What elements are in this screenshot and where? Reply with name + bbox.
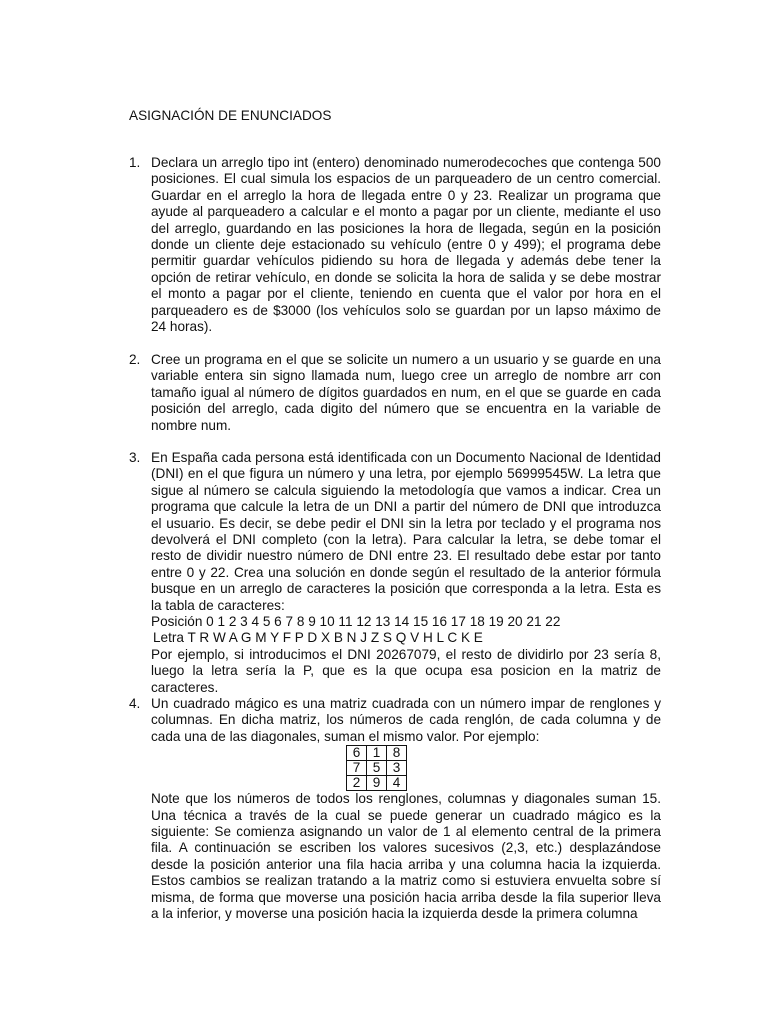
table-cell: 9 (367, 776, 387, 791)
table-cell: 8 (387, 746, 407, 761)
item-number: 2. (129, 352, 141, 367)
item-text: Declara un arreglo tipo int (entero) denominado numerodecoches que contenga 500 posiciones. El cual simula los espacios de un parqueadero de un centro comercial. Guardar en el arreglo la hora de llegada entre 0 y 23. Realizar un programa que ayude al parqueadero a calcular e el monto a pagar por un cliente, mediante el uso del arreglo, guardando en las posiciones la hora de llegada, según en la posición donde un cliente deje estacionado su vehículo (entre 0 y 499); el programa debe permitir guardar vehículos pidiendo su hora de llegada y además debe tener la opción de retirar vehículo, en donde se solicita la hora de salida y se debe mostrar el monto a pagar por el cliente, teniendo en cuenta que el valor por hora en el parqueadero es de $3000 (los vehículos solo se guardan por un lapso máximo de 24 horas). (151, 155, 661, 335)
item-number: 3. (129, 450, 141, 465)
table-row (347, 776, 407, 791)
table-row (347, 761, 407, 776)
list-item-3 (129, 450, 661, 696)
table-cell: 1 (367, 746, 387, 761)
table-cell: 6 (347, 746, 367, 761)
table-cell: 5 (367, 761, 387, 776)
posicion-line: Posición 0 1 2 3 4 5 6 7 8 9 10 11 12 13 14 15 16 17 18 19 20 21 22 (151, 614, 561, 630)
list-item-1 (129, 155, 661, 335)
list-item-2 (129, 352, 661, 434)
letra-line: Letra T R W A G M Y F P D X B N J Z S Q V H L C K E (153, 630, 483, 646)
magic-square-table (346, 745, 407, 791)
item-number: 4. (129, 696, 141, 711)
table-cell: 3 (387, 761, 407, 776)
item-text: En España cada persona está identificada con un Documento Nacional de Identidad (DNI) en el que figura un número y una letra, por ejemplo 56999545W. La letra que sigue al número se calcula siguiendo la metodología que vamos a indicar. Crea un programa que calcule la letra de un DNI a partir del número de DNI que introduzca el usuario. Es decir, se debe pedir el DNI sin la letra por teclado y el programa nos devolverá el DNI completo (con la letra). Para calcular la letra, se debe tomar el resto de dividir nuestro número de DNI entre 23. El resultado debe estar por tanto entre 0 y 22. Crea una solución en donde según el resultado de la anterior fórmula busque en un arreglo de caracteres la posición que corresponda a la letra. Esta es la tabla de caracteres: (151, 450, 661, 613)
list-item-4 (129, 696, 661, 922)
table-cell: 7 (347, 761, 367, 776)
magic-square-explanation: Note que los números de todos los renglones, columnas y diagonales suman 15. Una técnica a través de la cual se puede generar un cuadrado mágico es la siguiente: Se comienza asignando un valor de 1 al elemento central de la primera fila. A continuación se escriben los valores sucesivos (2,3, etc.) desplazándose desde la posición anterior una fila hacia arriba y una columna hacia la izquierda. Estos cambios se realizan tratando a la matriz como si estuviera envuelta sobre sí misma, de forma que moverse una posición hacia arriba desde la fila superior lleva a la inferior, y moverse una posición hacia la izquierda desde la primera columna (151, 791, 661, 922)
item-text: Un cuadrado mágico es una matriz cuadrada con un número impar de renglones y columnas. En dicha matriz, los números de cada renglón, de cada columna y de cada una de las diagonales, suman el mismo valor. Por ejemplo: (151, 696, 661, 744)
dni-example: Por ejemplo, si introducimos el DNI 20267079, el resto de dividirlo por 23 sería 8, luego la letra sería la P, que es la que ocupa esa posicion en la matriz de caracteres. (151, 646, 661, 695)
table-cell: 4 (387, 776, 407, 791)
table-cell: 2 (347, 776, 367, 791)
document-title: ASIGNACIÓN DE ENUNCIADOS (129, 108, 332, 123)
item-number: 1. (129, 155, 141, 170)
item-text: Cree un programa en el que se solicite un numero a un usuario y se guarde en una variable entera sin signo llamada num, luego cree un arreglo de nombre arr con tamaño igual al número de dígitos guardados en num, en el que se guarde en cada posición del arreglo, cada digito del número que se encuentra en la variable de nombre num. (151, 352, 661, 433)
table-row (347, 746, 407, 761)
